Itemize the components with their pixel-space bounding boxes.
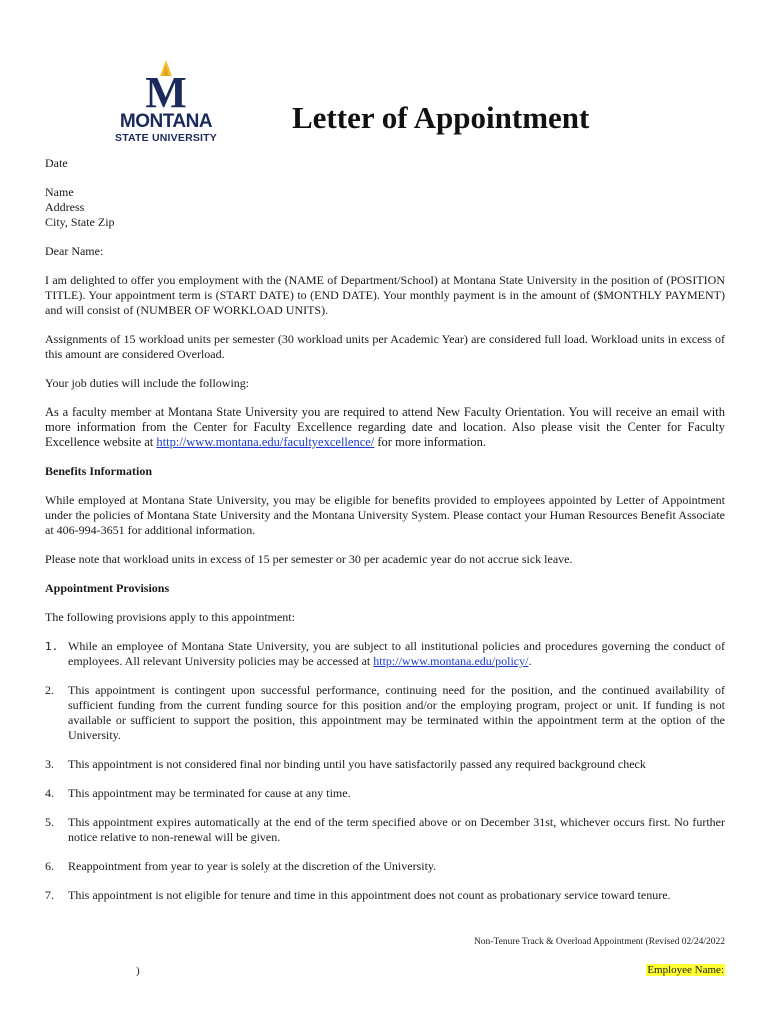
provision-text: While an employee of Montana State University, you are subject to all institutional policies and procedures governing the conduct of employees. All relevant University policies may be accessed at	[68, 639, 725, 668]
provision-item-3	[45, 757, 725, 772]
sick-leave-note: Please note that workload units in excess of 15 per semester or 30 per academic year do not accrue sick leave.	[45, 552, 573, 566]
provision-item-1	[45, 639, 725, 669]
footer-paren: )	[136, 965, 140, 977]
logo-letter: M	[145, 68, 187, 110]
workload-paragraph: Assignments of 15 workload units per semester (30 workload units per Academic Year) are considered full load. Workload units in excess of this amount are considered Overload.	[45, 332, 725, 361]
logo-wordmark-line2: STATE UNIVERSITY	[115, 132, 217, 144]
provision-item-4	[45, 786, 725, 801]
provision-text: Reappointment from year to year is solely at the discretion of the University.	[68, 859, 437, 873]
provision-text: This appointment is not eligible for tenure and time in this appointment does not count as probationary service toward tenure.	[68, 888, 671, 902]
benefits-paragraph: While employed at Montana State University, you may be eligible for benefits provided to employees appointed by Letter of Appointment under the policies of Montana State University and the Montana University System. Please contact your Human Resources Benefit Associate at 406-994-3651 for additional information.	[45, 493, 725, 537]
salutation: Dear Name:	[45, 244, 104, 258]
offer-paragraph: I am delighted to offer you employment with the (NAME of Department/School) at Montana State University in the position of (POSITION TITLE). Your appointment term is (START DATE) to (END DATE). Your monthly payment is in the amount of ($MONTHLY PAYMENT) and will consist of (NUMBER OF WORKLOAD UNITS).	[45, 273, 725, 317]
provision-item-6	[45, 859, 725, 874]
msu-logo	[104, 60, 228, 144]
provision-number: 5.	[45, 815, 54, 829]
provision-number: 3.	[45, 757, 54, 771]
provisions-list	[45, 639, 725, 903]
provision-number: 7.	[45, 888, 54, 902]
provisions-intro: The following provisions apply to this appointment:	[45, 610, 295, 624]
recipient-city: City, State Zip	[45, 215, 115, 229]
form-revision-label: Non-Tenure Track & Overload Appointment (Revised 02/24/2022	[473, 937, 725, 947]
letter-body	[45, 156, 725, 917]
msu-logo-mark-icon	[137, 60, 195, 110]
provision-item-7	[45, 888, 725, 903]
provision-text: This appointment may be terminated for cause at any time.	[68, 786, 351, 800]
benefits-heading: Benefits Information	[45, 464, 152, 478]
provision-item-5	[45, 815, 725, 845]
date-line: Date	[45, 156, 68, 170]
recipient-name: Name	[45, 185, 74, 199]
logo-wordmark-line1: MONTANA	[119, 111, 213, 132]
orientation-paragraph	[45, 405, 725, 450]
provision-text: This appointment is contingent upon successful performance, continuing need for the position, and the continued availability of sufficient funding from the current funding source for this position and/or the employing program, project or unit. If funding is not available or sufficient to support the position, this appointment may be terminated within the appointment term at the option of the University.	[68, 683, 725, 742]
orientation-text: As a faculty member at Montana State University you are required to attend New Faculty Orientation. You will receive an email with more information from the Center for Faculty Excellence regarding date and location. Also please visit the Center for Faculty Excellence website at	[45, 405, 725, 449]
provision-number: 4.	[45, 786, 54, 800]
provision-number: 2.	[45, 683, 54, 697]
provisions-heading: Appointment Provisions	[45, 581, 170, 595]
employee-name-field[interactable]: Employee Name:	[647, 964, 724, 976]
faculty-excellence-link[interactable]: http://www.montana.edu/facultyexcellence/	[156, 435, 375, 449]
provision-text: This appointment is not considered final nor binding until you have satisfactorily passed any required background check	[68, 757, 646, 771]
provision-text-end: .	[528, 654, 532, 668]
recipient-address: Address	[45, 200, 85, 214]
page-title: Letter of Appointment	[292, 100, 590, 135]
provision-number: 6.	[45, 859, 54, 873]
provision-number: 1.	[45, 640, 59, 653]
provision-item-2	[45, 683, 725, 743]
provision-text: This appointment expires automatically at the end of the term specified above or on December 31st, whichever occurs first. No further notice relative to non-renewal will be given.	[68, 815, 725, 844]
orientation-text-end: for more information.	[374, 435, 487, 449]
duties-paragraph: Your job duties will include the following:	[45, 376, 250, 390]
policy-link[interactable]: http://www.montana.edu/policy/	[373, 654, 529, 668]
